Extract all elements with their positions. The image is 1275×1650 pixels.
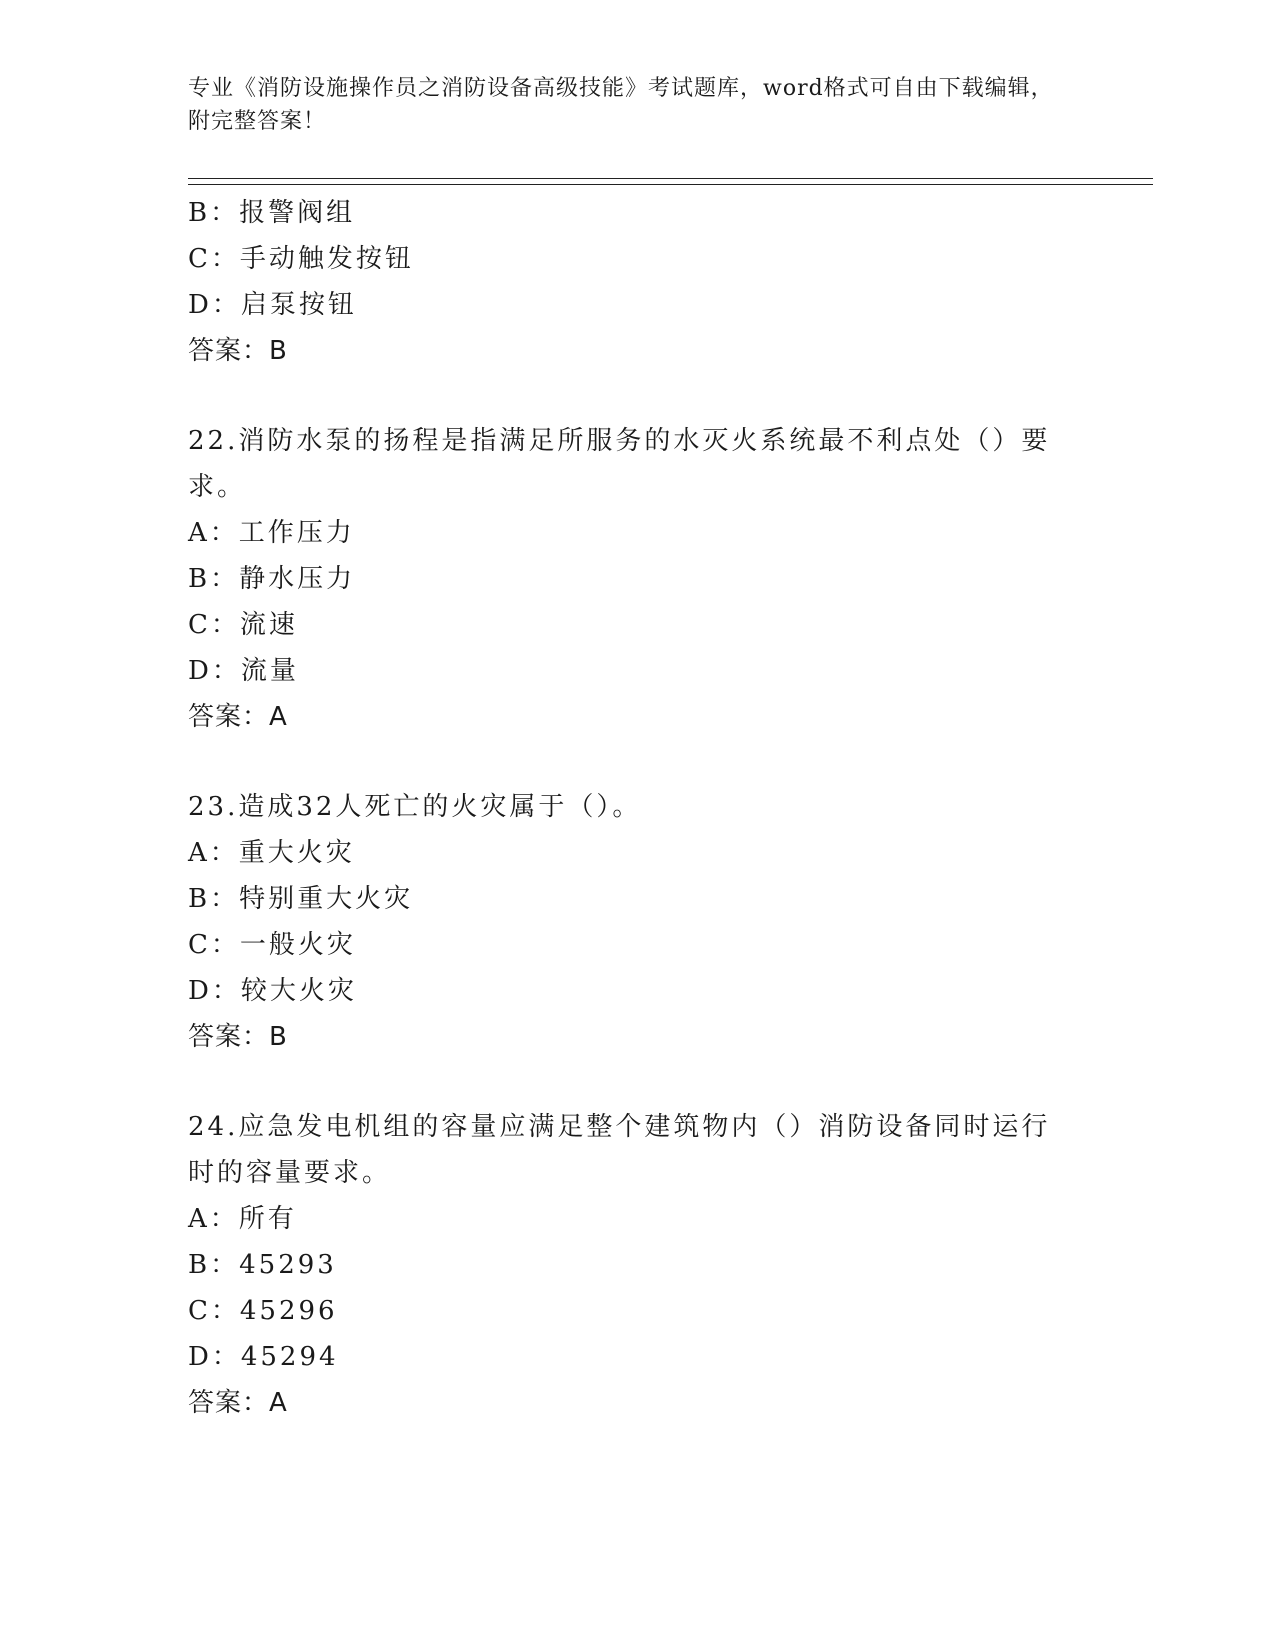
option-d: D：较大火灾 [188,976,357,1006]
question-list [188,190,1088,1426]
option-c: C：45296 [188,1296,338,1326]
answer: 答案：B [188,1022,288,1052]
question-24 [188,1104,1088,1426]
option-b: B：报警阀组 [188,198,356,228]
option-d: D：45294 [188,1342,339,1372]
option-c: C：流速 [188,610,298,640]
document-header [188,72,1068,138]
option-a: A：工作压力 [188,518,355,548]
spacer [188,374,1088,418]
question-stem: 22.消防水泵的扬程是指满足所服务的水灭火系统最不利点处（）要求。 [188,426,1051,502]
spacer [188,1060,1088,1104]
option-b: B：特别重大火灾 [188,884,414,914]
question-21-tail [188,190,1088,374]
option-b: B：45293 [188,1250,337,1280]
option-a: A：重大火灾 [188,838,355,868]
header-text: 专业《消防设施操作员之消防设备高级技能》考试题库，word格式可自由下载编辑，附完整答案！ [188,76,1054,134]
question-stem: 24.应急发电机组的容量应满足整个建筑物内（）消防设备同时运行时的容量要求。 [188,1112,1051,1188]
question-stem: 23.造成32人死亡的火灾属于（）。 [188,792,642,822]
option-d: D：启泵按钮 [188,290,357,320]
question-22 [188,418,1088,740]
option-d: D：流量 [188,656,299,686]
option-a: A：所有 [188,1204,297,1234]
option-b: B：静水压力 [188,564,356,594]
answer: 答案：A [188,1388,288,1418]
header-divider-bottom [188,184,1153,185]
header-divider-top [188,178,1153,179]
answer: 答案：B [188,336,288,366]
option-c: C：手动触发按钮 [188,244,414,274]
spacer [188,740,1088,784]
option-c: C：一般火灾 [188,930,356,960]
question-23 [188,784,1088,1060]
answer: 答案：A [188,702,288,732]
